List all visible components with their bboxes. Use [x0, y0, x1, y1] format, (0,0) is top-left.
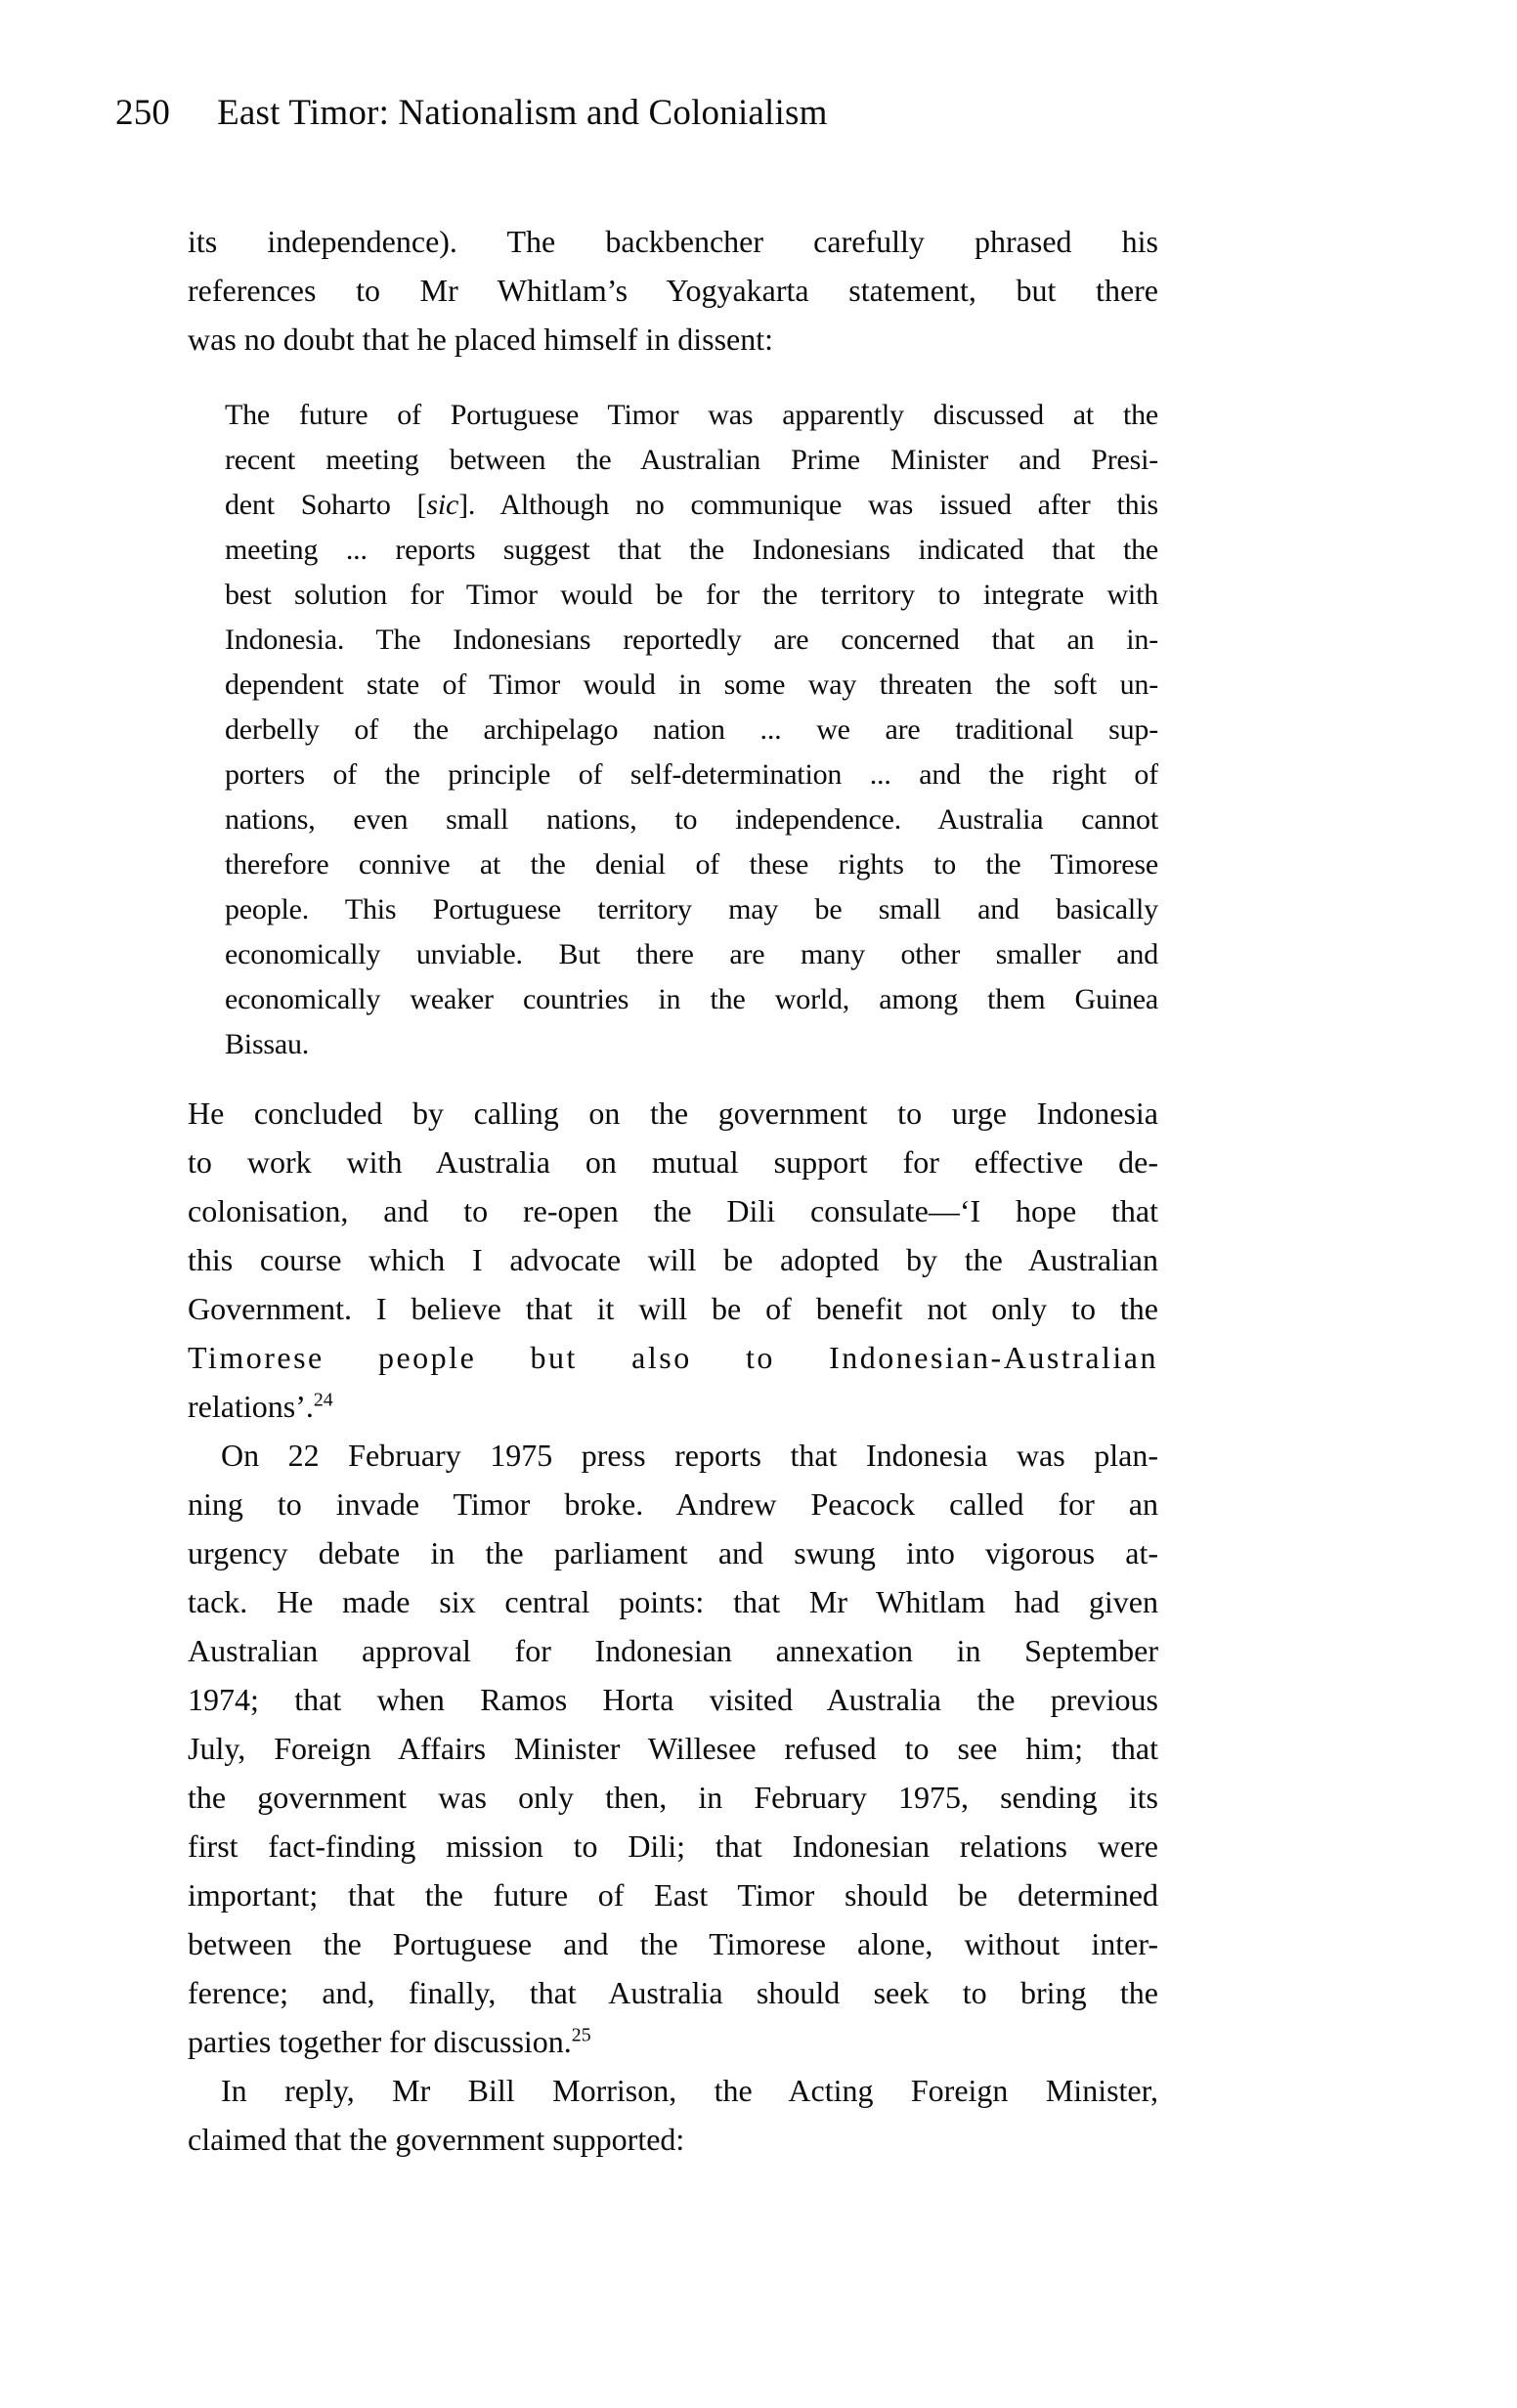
- text-line: first fact-finding mission to Dili; that Indonesian relations were: [188, 1828, 1158, 1864]
- text-line: tack. He made six central points: that Mr Whitlam had given: [188, 1584, 1158, 1619]
- text-segment: parties together for discussion.: [188, 2024, 572, 2059]
- text-line: ning to invade Timor broke. Andrew Peacock called for an: [188, 1486, 1158, 1522]
- text-line: Timorese people but also to Indonesian-Australian: [188, 1340, 1158, 1375]
- text-line: this course which I advocate will be adopted by the Australian: [188, 1242, 1158, 1277]
- text-line: Australian approval for Indonesian annexation in September: [188, 1633, 1158, 1668]
- paragraph: [188, 1089, 1158, 1431]
- text-line: [188, 2017, 1158, 2066]
- text-line: the government was only then, in February 1975, sending its: [188, 1780, 1158, 1815]
- text-line: therefore connive at the denial of these rights to the Timorese: [225, 848, 1158, 881]
- text-segment: sic: [426, 489, 459, 521]
- text-line: 1974; that when Ramos Horta visited Australia the previous: [188, 1682, 1158, 1717]
- text-line: meeting ... reports suggest that the Indonesians indicated that the: [225, 534, 1158, 566]
- paragraph: [188, 2066, 1158, 2164]
- text-line: recent meeting between the Australian Prime Minister and Presi-: [225, 444, 1158, 476]
- running-head-title: East Timor: Nationalism and Colonialism: [217, 93, 828, 133]
- text-line: to work with Australia on mutual support for effective de-: [188, 1144, 1158, 1180]
- running-head: [115, 94, 828, 133]
- text-content: [188, 217, 1158, 2164]
- text-line: claimed that the government supported:: [188, 2122, 685, 2157]
- text-segment: dent Soharto [: [225, 489, 427, 521]
- text-line: dependent state of Timor would in some way threaten the soft un-: [225, 668, 1158, 701]
- text-segment: relations’.: [188, 1389, 314, 1424]
- text-line: Government. I believe that it will be of benefit not only to the: [188, 1291, 1158, 1326]
- text-line: important; that the future of East Timor should be determined: [188, 1877, 1158, 1913]
- text-line: colonisation, and to re-open the Dili consulate—‘I hope that: [188, 1193, 1158, 1228]
- page-number: 250: [115, 93, 171, 133]
- text-line: derbelly of the archipelago nation ... we are traditional sup-: [225, 713, 1158, 746]
- text-line: Bissau.: [225, 1028, 310, 1060]
- text-line: [188, 1382, 1158, 1431]
- text-line: Indonesia. The Indonesians reportedly are concerned that an in-: [225, 624, 1158, 656]
- text-line: was no doubt that he placed himself in dissent:: [188, 322, 773, 357]
- paragraph: [188, 217, 1158, 364]
- text-line: [225, 483, 1158, 528]
- text-line: its independence). The backbencher carefully phrased his: [188, 224, 1158, 259]
- text-line: He concluded by calling on the government to urge Indonesia: [188, 1096, 1158, 1131]
- block-quote: [225, 393, 1158, 1067]
- text-line: economically unviable. But there are many other smaller and: [225, 938, 1158, 970]
- text-line: porters of the principle of self-determination ... and the right of: [225, 758, 1158, 791]
- text-line: July, Foreign Affairs Minister Willesee refused to see him; that: [188, 1731, 1158, 1766]
- text-line: best solution for Timor would be for the territory to integrate with: [225, 579, 1158, 611]
- text-line: nations, even small nations, to independence. Australia cannot: [225, 803, 1158, 836]
- paragraph: [188, 1431, 1158, 2066]
- text-line: The future of Portuguese Timor was apparently discussed at the: [225, 399, 1158, 431]
- text-line: urgency debate in the parliament and swung into vigorous at-: [188, 1535, 1158, 1570]
- text-line: references to Mr Whitlam’s Yogyakarta statement, but there: [188, 273, 1158, 308]
- text-line: economically weaker countries in the world, among them Guinea: [225, 983, 1158, 1015]
- text-line: people. This Portuguese territory may be small and basically: [225, 893, 1158, 925]
- text-line: between the Portuguese and the Timorese alone, without inter-: [188, 1926, 1158, 1961]
- footnote-reference: 25: [571, 2024, 591, 2046]
- text-line: On 22 February 1975 press reports that Indonesia was plan-: [221, 1438, 1158, 1473]
- footnote-reference: 24: [313, 1389, 333, 1411]
- text-line: ference; and, finally, that Australia should seek to bring the: [188, 1975, 1158, 2010]
- text-segment: ]. Although no communique was issued after this: [458, 489, 1158, 521]
- text-line: In reply, Mr Bill Morrison, the Acting Foreign Minister,: [221, 2073, 1158, 2108]
